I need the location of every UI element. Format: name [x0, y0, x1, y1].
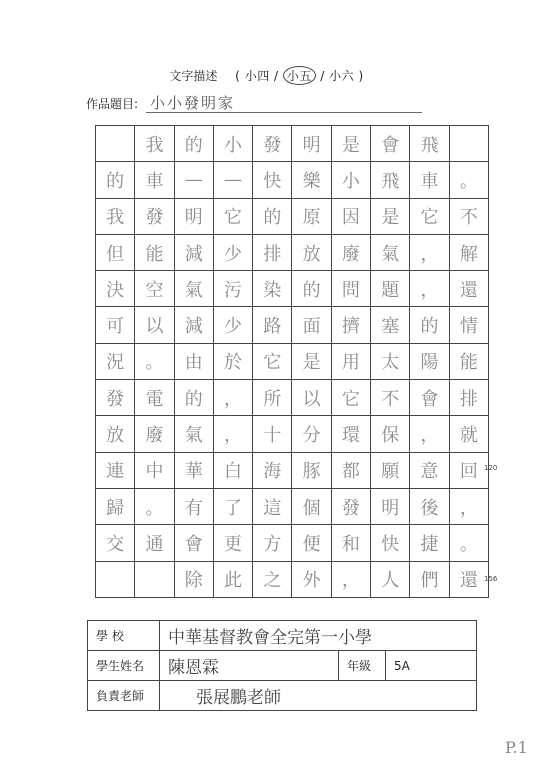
grid-cell: 車 [410, 162, 449, 198]
info-table [87, 620, 477, 711]
grid-cell [96, 126, 135, 162]
grid-cell: 豚 [292, 452, 331, 488]
grid-cell: 放 [292, 234, 331, 270]
grid-row [96, 126, 489, 162]
grid-cell: 明 [371, 488, 410, 524]
grid-cell: 此 [213, 561, 252, 597]
grid-cell: 都 [331, 452, 370, 488]
grid-cell: 意 [410, 452, 449, 488]
grid-cell: 原 [292, 198, 331, 234]
grid-row [96, 525, 489, 561]
grid-cell: 人 [371, 561, 410, 597]
grid-cell: 放 [96, 416, 135, 452]
grid-cell: 外 [292, 561, 331, 597]
grid-cell: 是 [371, 198, 410, 234]
grid-cell: 會 [371, 126, 410, 162]
grid-cell: 快 [253, 162, 292, 198]
grade-option-p6: 小六 [329, 69, 355, 83]
grid-cell: 們 [410, 561, 449, 597]
grid-cell: ， [331, 561, 370, 597]
grid-cell: 氣 [174, 416, 213, 452]
grid-cell: 的 [410, 307, 449, 343]
grid-cell: 車 [135, 162, 174, 198]
grid-cell [96, 561, 135, 597]
grid-cell: 因 [331, 198, 370, 234]
grid-cell: ， [410, 416, 449, 452]
grid-cell: 廢 [135, 416, 174, 452]
grid-cell: 減 [174, 234, 213, 270]
grid-cell: 交 [96, 525, 135, 561]
grid-row [96, 307, 489, 343]
grid-cell: 十 [253, 416, 292, 452]
grid-cell: 它 [253, 343, 292, 379]
grid-cell: 連 [96, 452, 135, 488]
grid-cell: 小 [213, 126, 252, 162]
grid-cell [135, 561, 174, 597]
grid-cell: 飛 [371, 162, 410, 198]
char-count-120: 120 [484, 464, 498, 472]
grid-cell: 環 [331, 416, 370, 452]
grid-cell: 能 [135, 234, 174, 270]
grid-cell: 通 [135, 525, 174, 561]
slash: / [320, 69, 325, 83]
grid-row [96, 452, 489, 488]
grid-row [96, 488, 489, 524]
grid-cell: 路 [253, 307, 292, 343]
grid-cell: 還 [449, 271, 488, 307]
grid-cell: 排 [253, 234, 292, 270]
grid-cell: 污 [213, 271, 252, 307]
teacher-label: 負責老師 [88, 681, 160, 711]
grid-cell: 氣 [174, 271, 213, 307]
grid-cell: ， [213, 380, 252, 416]
grid-cell: 少 [213, 234, 252, 270]
grid-cell: 保 [371, 416, 410, 452]
grid-cell: ， [410, 234, 449, 270]
slash: / [274, 69, 279, 83]
grid-cell: 解 [449, 234, 488, 270]
school-row [88, 621, 477, 651]
grid-row [96, 380, 489, 416]
student-row [88, 651, 477, 681]
grid-cell: 之 [253, 561, 292, 597]
grid-cell: 陽 [410, 343, 449, 379]
grid-cell: 。 [135, 488, 174, 524]
form-header [0, 66, 533, 85]
grid-cell: 但 [96, 234, 135, 270]
grid-cell: 海 [253, 452, 292, 488]
teacher-row [88, 681, 477, 711]
grid-cell: — [213, 162, 252, 198]
grid-cell: 會 [174, 525, 213, 561]
grid-cell: 它 [410, 198, 449, 234]
grid-cell: 回 [449, 452, 488, 488]
grid-cell: 還 [449, 561, 488, 597]
grid-cell: 除 [174, 561, 213, 597]
grid-cell: 不 [371, 380, 410, 416]
grid-row [96, 162, 489, 198]
char-count-156: 156 [484, 575, 498, 583]
grid-cell: 這 [253, 488, 292, 524]
grid-cell: 況 [96, 343, 135, 379]
grid-cell: 樂 [292, 162, 331, 198]
grid-cell [449, 126, 488, 162]
grid-cell: 面 [292, 307, 331, 343]
grid-cell: 中 [135, 452, 174, 488]
student-name-value: 陳恩霖 [160, 651, 339, 681]
grid-cell: 發 [135, 198, 174, 234]
grid-cell: 以 [292, 380, 331, 416]
grid-cell: 就 [449, 416, 488, 452]
grid-cell: 於 [213, 343, 252, 379]
grid-cell: 氣 [371, 234, 410, 270]
grid-cell: 了 [213, 488, 252, 524]
grid-row [96, 198, 489, 234]
grade-option-p4: 小四 [244, 69, 270, 83]
grid-cell: 我 [135, 126, 174, 162]
grid-cell: 電 [135, 380, 174, 416]
grid-cell: 的 [253, 198, 292, 234]
grade-value: 5A [386, 651, 477, 681]
grid-cell: 不 [449, 198, 488, 234]
grid-cell: 發 [331, 488, 370, 524]
grid-cell: 題 [371, 271, 410, 307]
grid-cell: 的 [174, 126, 213, 162]
grid-cell: 它 [331, 380, 370, 416]
grid-row [96, 234, 489, 270]
school-label: 學 校 [88, 621, 160, 651]
grade-option-p5-circled: 小五 [283, 66, 316, 85]
grid-cell: 是 [292, 343, 331, 379]
grid-cell: 願 [371, 452, 410, 488]
student-name-label: 學生姓名 [88, 651, 160, 681]
school-value: 中華基督教會全完第一小學 [160, 621, 477, 651]
grid-cell: ， [449, 488, 488, 524]
grid-cell: 是 [331, 126, 370, 162]
grid-cell: 決 [96, 271, 135, 307]
grid-cell: — [174, 162, 213, 198]
grid-cell: 小 [331, 162, 370, 198]
grid-cell: 太 [371, 343, 410, 379]
form-title: 文字描述 [169, 69, 218, 83]
writing-grid [95, 125, 489, 598]
grid-cell: 會 [410, 380, 449, 416]
topic-underline [146, 112, 422, 113]
grid-cell: 我 [96, 198, 135, 234]
grid-cell: 發 [253, 126, 292, 162]
topic-value: 小小發明家 [150, 94, 236, 112]
grid-cell: 問 [331, 271, 370, 307]
grid-cell: 所 [253, 380, 292, 416]
grid-cell: 染 [253, 271, 292, 307]
grid-cell: 。 [135, 343, 174, 379]
teacher-value: 張展鵬老師 [160, 681, 477, 711]
grid-row [96, 416, 489, 452]
grid-cell: 捷 [410, 525, 449, 561]
grid-cell: 的 [292, 271, 331, 307]
grid-cell: 塞 [371, 307, 410, 343]
grid-cell: ， [213, 416, 252, 452]
grid-cell: 快 [371, 525, 410, 561]
grid-cell: 個 [292, 488, 331, 524]
grid-row [96, 271, 489, 307]
grid-cell: 明 [292, 126, 331, 162]
grid-cell: 空 [135, 271, 174, 307]
grid-row [96, 561, 489, 597]
grid-cell: 華 [174, 452, 213, 488]
grid-cell: 以 [135, 307, 174, 343]
grid-cell: 便 [292, 525, 331, 561]
grid-cell: 發 [96, 380, 135, 416]
grid-cell: 的 [96, 162, 135, 198]
grid-cell: 分 [292, 416, 331, 452]
grid-cell: 它 [213, 198, 252, 234]
grid-cell: 減 [174, 307, 213, 343]
grid-cell: 。 [449, 525, 488, 561]
grid-cell: 飛 [410, 126, 449, 162]
grid-cell: 情 [449, 307, 488, 343]
grid-cell: 少 [213, 307, 252, 343]
grid-cell: 由 [174, 343, 213, 379]
open-paren: ( [235, 69, 241, 83]
grid-cell: 廢 [331, 234, 370, 270]
grade-label: 年級 [339, 651, 386, 681]
grid-cell: 。 [449, 162, 488, 198]
grid-cell: 更 [213, 525, 252, 561]
grid-cell: 後 [410, 488, 449, 524]
grid-cell: 的 [174, 380, 213, 416]
grid-cell: 方 [253, 525, 292, 561]
grid-cell: 用 [331, 343, 370, 379]
grid-cell: 歸 [96, 488, 135, 524]
grid-cell: 擠 [331, 307, 370, 343]
grid-cell: 和 [331, 525, 370, 561]
grade-options [235, 69, 363, 83]
close-paren: ) [358, 69, 364, 83]
grid-cell: 有 [174, 488, 213, 524]
grid-cell: ， [410, 271, 449, 307]
grid-cell: 白 [213, 452, 252, 488]
page-number: P.1 [505, 738, 528, 757]
grid-cell: 可 [96, 307, 135, 343]
grid-cell: 明 [174, 198, 213, 234]
grid-cell: 能 [449, 343, 488, 379]
grid-cell: 排 [449, 380, 488, 416]
grid-row [96, 343, 489, 379]
topic-label: 作品題目: [86, 97, 139, 111]
